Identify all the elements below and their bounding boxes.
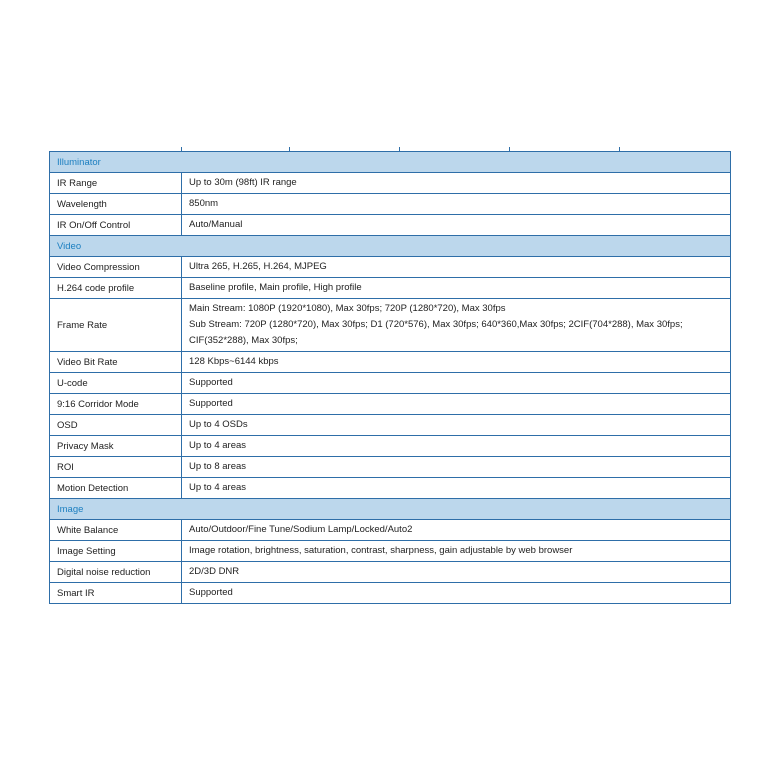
spec-label: 9:16 Corridor Mode bbox=[50, 394, 182, 415]
spec-row bbox=[50, 215, 731, 236]
spec-row bbox=[50, 478, 731, 499]
spec-value bbox=[182, 173, 731, 194]
section-title: Illuminator bbox=[50, 152, 731, 173]
spec-row bbox=[50, 373, 731, 394]
section-header-video bbox=[50, 236, 731, 257]
spec-value bbox=[182, 436, 731, 457]
spec-label: Motion Detection bbox=[50, 478, 182, 499]
spec-value bbox=[182, 415, 731, 436]
spec-value bbox=[182, 352, 731, 373]
spec-row bbox=[50, 194, 731, 215]
spec-value-line: Auto/Outdoor/Fine Tune/Sodium Lamp/Locked/Auto2 bbox=[189, 524, 413, 535]
spec-value-line: Main Stream: 1080P (1920*1080), Max 30fps; 720P (1280*720), Max 30fps bbox=[189, 303, 506, 314]
spec-value-line: Supported bbox=[189, 377, 233, 388]
section-header-image bbox=[50, 499, 731, 520]
spec-value-line: Image rotation, brightness, saturation, contrast, sharpness, gain adjustable by web browser bbox=[189, 545, 573, 556]
spec-row bbox=[50, 436, 731, 457]
spec-label: OSD bbox=[50, 415, 182, 436]
spec-label: Smart IR bbox=[50, 583, 182, 604]
spec-row bbox=[50, 173, 731, 194]
spec-value-line: Up to 30m (98ft) IR range bbox=[189, 177, 297, 188]
spec-value bbox=[182, 457, 731, 478]
spec-value bbox=[182, 541, 731, 562]
spec-value-line: Up to 8 areas bbox=[189, 461, 247, 472]
spec-table bbox=[49, 151, 731, 604]
spec-table-body bbox=[50, 152, 731, 604]
spec-row bbox=[50, 299, 731, 352]
spec-value bbox=[182, 394, 731, 415]
spec-label: U-code bbox=[50, 373, 182, 394]
spec-label: Video Compression bbox=[50, 257, 182, 278]
spec-value bbox=[182, 520, 731, 541]
spec-label: White Balance bbox=[50, 520, 182, 541]
spec-value bbox=[182, 299, 731, 352]
spec-label: Digital noise reduction bbox=[50, 562, 182, 583]
spec-value-line: Sub Stream: 720P (1280*720), Max 30fps; D1 (720*576), Max 30fps; 640*360,Max 30fps; 2CIF(704*288), Max 30fps; bbox=[189, 319, 683, 330]
spec-value-line: Baseline profile, Main profile, High profile bbox=[189, 282, 362, 293]
spec-label: Frame Rate bbox=[50, 299, 182, 352]
spec-label: Image Setting bbox=[50, 541, 182, 562]
spec-row bbox=[50, 278, 731, 299]
spec-row bbox=[50, 257, 731, 278]
spec-row bbox=[50, 520, 731, 541]
spec-value bbox=[182, 478, 731, 499]
spec-value bbox=[182, 257, 731, 278]
spec-row bbox=[50, 394, 731, 415]
section-title: Image bbox=[50, 499, 731, 520]
spec-value-line: Up to 4 areas bbox=[189, 440, 247, 451]
section-header-illuminator bbox=[50, 152, 731, 173]
spec-row bbox=[50, 352, 731, 373]
spec-value-line: 2D/3D DNR bbox=[189, 566, 240, 577]
spec-value-line: Ultra 265, H.265, H.264, MJPEG bbox=[189, 261, 327, 272]
spec-value bbox=[182, 562, 731, 583]
spec-label: Privacy Mask bbox=[50, 436, 182, 457]
spec-value-line: Up to 4 OSDs bbox=[189, 419, 248, 430]
spec-value bbox=[182, 583, 731, 604]
spec-label: IR Range bbox=[50, 173, 182, 194]
spec-value-line: Supported bbox=[189, 587, 233, 598]
spec-row bbox=[50, 457, 731, 478]
section-title: Video bbox=[50, 236, 731, 257]
spec-value bbox=[182, 278, 731, 299]
spec-label: ROI bbox=[50, 457, 182, 478]
spec-value-line: Up to 4 areas bbox=[189, 482, 247, 493]
spec-label: Wavelength bbox=[50, 194, 182, 215]
spec-row bbox=[50, 583, 731, 604]
spec-value bbox=[182, 215, 731, 236]
spec-row bbox=[50, 562, 731, 583]
spec-value-line: 850nm bbox=[189, 198, 219, 209]
spec-value-line: 128 Kbps~6144 kbps bbox=[189, 356, 279, 367]
spec-value bbox=[182, 194, 731, 215]
spec-value-line: CIF(352*288), Max 30fps; bbox=[189, 335, 298, 346]
spec-label: H.264 code profile bbox=[50, 278, 182, 299]
spec-row bbox=[50, 541, 731, 562]
spec-row bbox=[50, 415, 731, 436]
spec-label: Video Bit Rate bbox=[50, 352, 182, 373]
spec-value-line: Supported bbox=[189, 398, 233, 409]
spec-label: IR On/Off Control bbox=[50, 215, 182, 236]
spec-value-line: Auto/Manual bbox=[189, 219, 243, 230]
spec-value bbox=[182, 373, 731, 394]
